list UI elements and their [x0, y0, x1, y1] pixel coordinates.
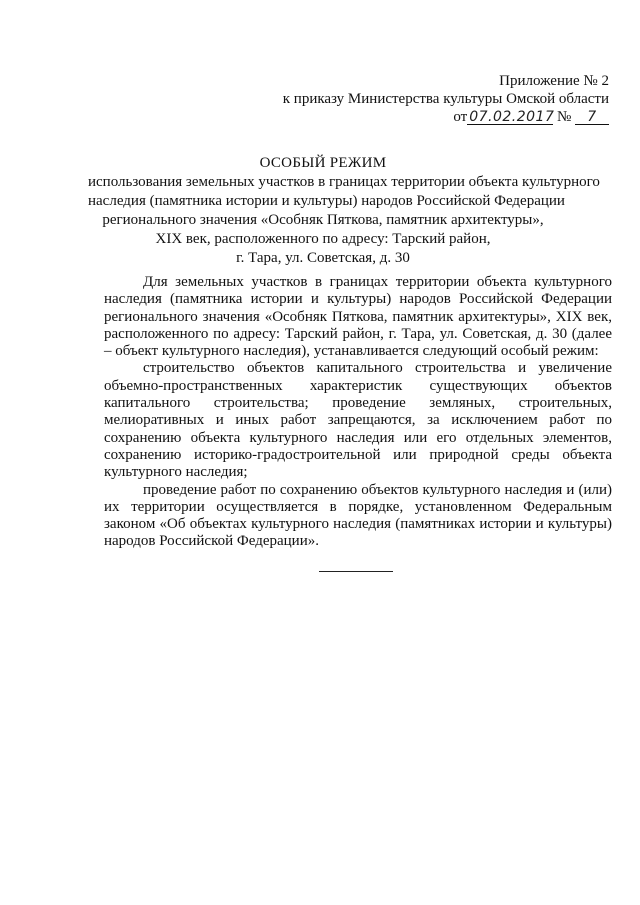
title-heading: ОСОБЫЙ РЕЖИМ [259, 155, 387, 171]
title-line-5: г. Тара, ул. Советская, д. 30 [236, 250, 410, 266]
title-line-2: наследия (памятника истории и культуры) народов Российской Федерации [88, 193, 565, 209]
from-prefix: от [453, 109, 468, 125]
title-line-1: использования земельных участков в границах территории объекта культурного [88, 174, 600, 190]
document-title [88, 154, 600, 268]
handwritten-date: 07.02.2017 [469, 109, 555, 125]
number-label: № [556, 109, 572, 125]
title-line-4: XIX век, расположенного по адресу: Тарский район, [155, 231, 491, 247]
appendix-header [283, 72, 609, 126]
order-date-number-line [283, 108, 609, 126]
document-body [104, 274, 612, 551]
body-paragraph-intro: Для земельных участков в границах территории объекта культурного наследия (памятника истории и культуры) народов Российской Федерации регионального значения «Особняк Пяткова, памятник архитектуры», XIX век, расположенного по адресу: Тарский район, г. Тара, ул. Советская, д. 30 (далее – объект культурного наследия), устанавливается следующий особый режим: [104, 274, 612, 360]
body-paragraph-preservation: проведение работ по сохранению объектов культурного наследия и (или) их территории осуществляется в порядке, установленном Федеральным законом «Об объектах культурного наследия (памятниках истории и культуры) народов Российской Федерации». [104, 481, 612, 550]
appendix-number: Приложение № 2 [499, 73, 609, 89]
closing-divider [319, 571, 393, 572]
order-reference: к приказу Министерства культуры Омской области [282, 91, 609, 107]
title-line-3: регионального значения «Особняк Пяткова, памятник архитектуры», [102, 212, 544, 228]
body-paragraph-construction: строительство объектов капитального строительства и увеличение объемно-пространственных характеристик существующих объектов капитального строительства; проведение земляных, строительных, мелиоративных и иных работ запрещаются, за исключением работ по сохранению объекта культурного наследия или его отдельных элементов, сохранению историко-градостроительной или природной среды объекта культурного наследия; [104, 360, 612, 481]
handwritten-number: 7 [575, 110, 609, 125]
